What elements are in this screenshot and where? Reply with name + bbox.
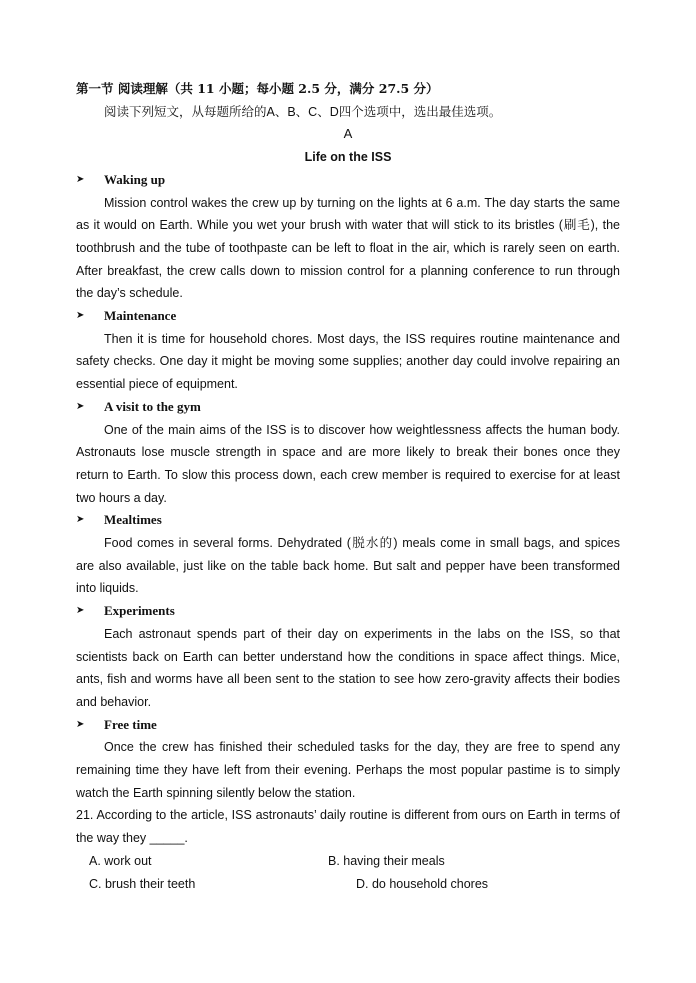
paragraph-free-time: Once the crew has finished their scheduled tasks for the day, they are free to spend any remaining time they have left from their evening. Perhaps the most popular pastime is to simply watch the Earth spinning silently below the station. [76,740,620,800]
paragraph-gym: One of the main aims of the ISS is to discover how weightlessness affects the human body. Astronauts lose muscle strength in space and are more likely to break their bones once they return to Earth. To slow this process down, each crew member is required to exercise for at least two hours a day. [76,422,620,505]
arrow-bullet-icon: ➤ [76,605,85,617]
arrow-bullet-icon: ➤ [76,718,85,730]
section-heading-experiments [76,600,620,623]
section-heading-mealtimes [76,509,620,532]
section-heading-maintenance [76,305,620,328]
heading-label: Maintenance [104,308,177,324]
heading-label: Experiments [104,603,175,619]
passage-title: Life on the ISS [304,150,392,165]
heading-label: Free time [104,716,157,732]
option-a[interactable]: A. work out [89,853,152,868]
section-heading-free-time [76,714,620,737]
answer-options [76,850,620,895]
exam-page [76,78,620,895]
section-heading-gym [76,396,620,419]
question-stem: 21. According to the article, ISS astronauts’ daily routine is different from ours on Earth in terms of the way they _____. [76,808,620,846]
paragraph-experiments: Each astronaut spends part of their day on experiments in the labs on the ISS, so that scientists back on Earth can better understand how the conditions in space affect things. Mice, ants, fish and worms have all been sent to the station to see how zero-gravity affects their bodies and behavior. [76,626,620,709]
arrow-bullet-icon: ➤ [76,310,85,322]
paragraph-maintenance: Then it is time for household chores. Most days, the ISS requires routine maintenance and safety checks. One day it might be moving some supplies; another day could involve repairing an essential piece of equipment. [76,331,620,392]
passage-letter: A [343,126,353,142]
option-c[interactable]: C. brush their teeth [89,876,196,891]
heading-label: Waking up [104,171,166,187]
section-heading-waking-up [76,169,620,192]
heading-label: Mealtimes [104,512,162,528]
option-b[interactable]: B. having their meals [328,853,445,868]
section-instruction: 阅读下列短文，从每题所给的A、B、C、D四个选项中，选出最佳选项。 [104,104,502,119]
paragraph-waking-up: Mission control wakes the crew up by turning on the lights at 6 a.m. The day starts the same as it would on Earth. While you wet your brush with water that will stick to its bristles (刷毛), the toothbrush and the tube of toothpaste can be left to float in the air, which is rarely seen on earth. After breakfast, the crew calls down to mission control for a planning conference to run through the day’s schedule. [76,195,620,301]
paragraph-mealtimes: Food comes in several forms. Dehydrated (脱水的) meals come in small bags, and spices are also available, just like on the table back home. But salt and pepper have been transformed into liquids. [76,536,620,596]
arrow-bullet-icon: ➤ [76,514,85,526]
arrow-bullet-icon: ➤ [76,400,85,412]
arrow-bullet-icon: ➤ [76,173,85,185]
section-title: 第一节 阅读理解（共 11 小题；每小题 2.5 分，满分 27.5 分） [76,81,439,96]
option-d[interactable]: D. do household chores [356,876,489,891]
heading-label: A visit to the gym [104,398,201,414]
